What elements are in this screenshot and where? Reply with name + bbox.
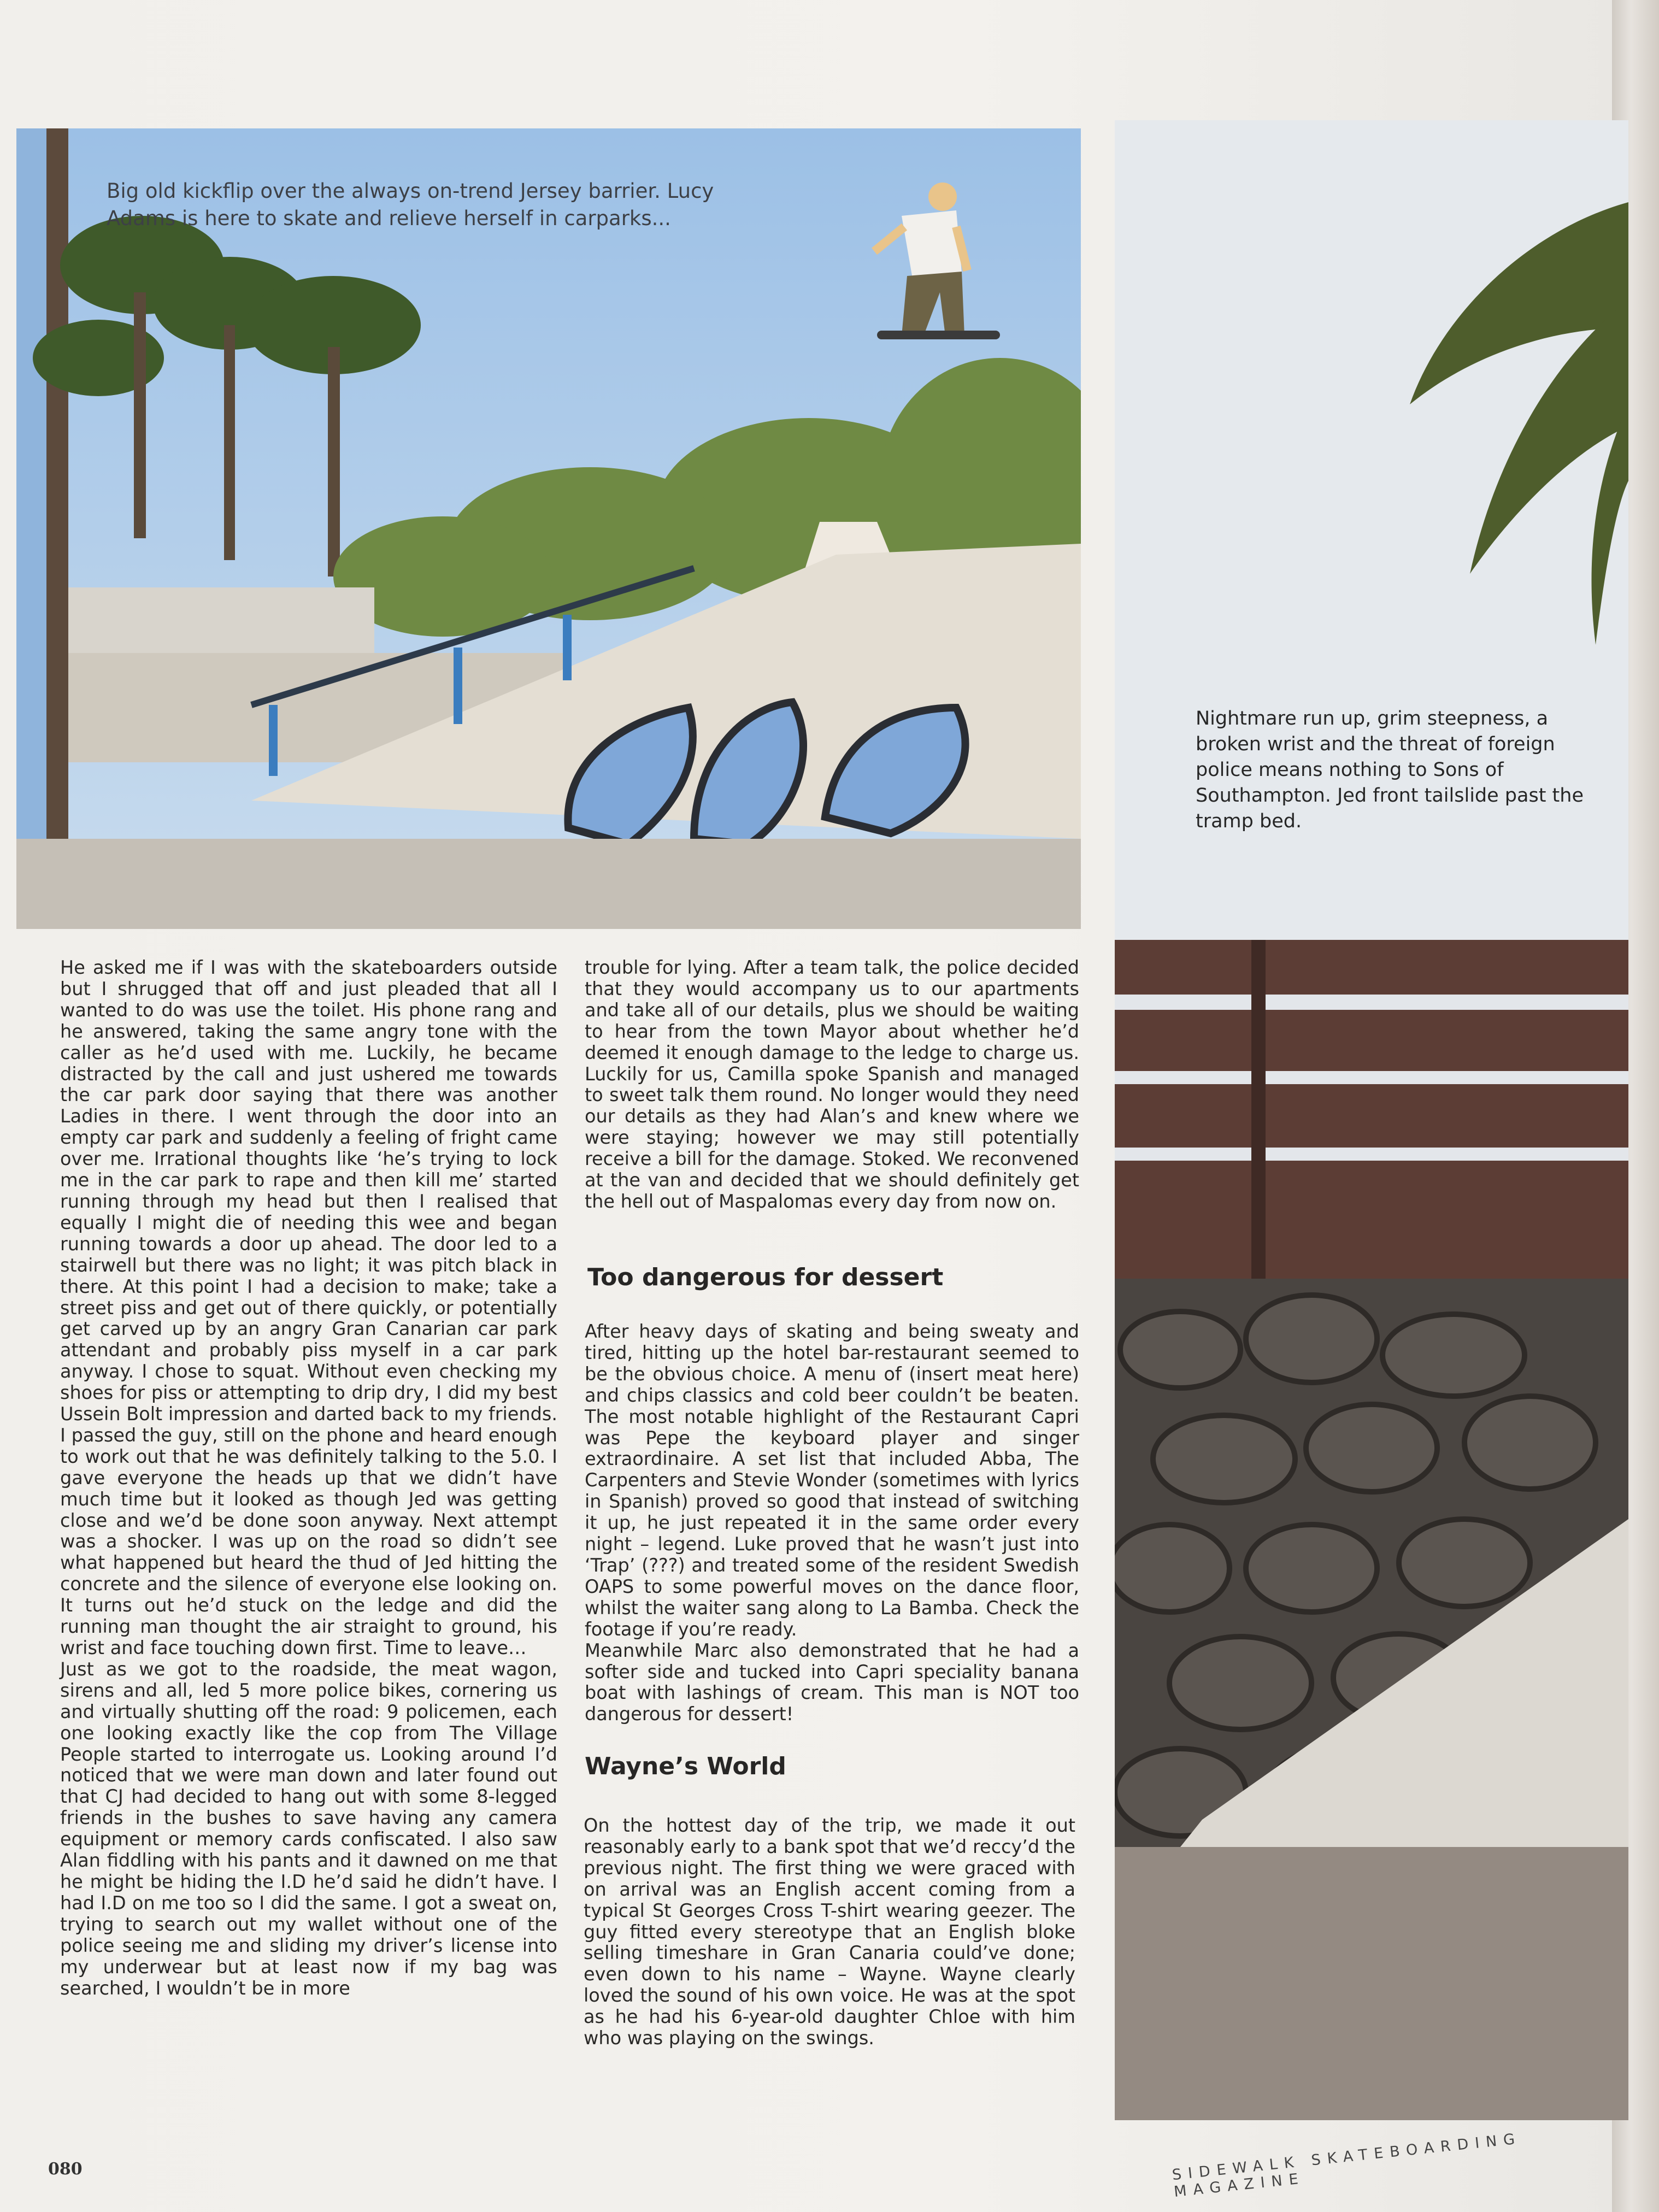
paragraph: After heavy days of skating and being sweaty and tired, hitting up the hotel bar-restaurant seemed to be the obvious choice. A menu of (insert meat here) and chips classics and cold beer couldn’t be beaten. The most notable highlight of the Restaurant Capri was Pepe the keyboard player and singer extraordinaire. A set list that included Abba, The Carpenters and Stevie Wonder (sometimes with lyrics in Spanish) proved so good that instead of switching it up, he just repeated it in the same order every night – legend. Luke proved that he wasn’t just into ‘Trap’ (???) and treated some of the resident Swedish OAPS to some powerful moves on the dance floor, whilst the waiter sang along to La Bamba. Check the footage if you’re ready.	[585, 1321, 1079, 1640]
hero-photo	[16, 128, 1081, 929]
article-column-2	[585, 957, 1079, 1213]
hero-photo-caption: Big old kickflip over the always on-trend Jersey barrier. Lucy Adams is here to skate and relieve herself in carparks...	[107, 179, 714, 230]
section-heading-wayne: Wayne’s World	[585, 1752, 786, 1780]
article-column-1	[60, 957, 557, 1999]
section-heading-dessert: Too dangerous for dessert	[587, 1263, 944, 1291]
side-photo	[1115, 120, 1628, 2120]
paragraph: On the hottest day of the trip, we made it out reasonably early to a bank spot that we’d reccy’d the previous night. The first thing we were graced with on arrival was an English accent coming from a typical St Georges Cross T-shirt wearing geezer. The guy fitted every stereotype that an English bloke selling timeshare in Gran Canaria could’ve done; even down to his name – Wayne. Wayne clearly loved the sound of his own voice. He was at the spot as he had his 6-year-old daughter Chloe with him who was playing on the swings.	[584, 1815, 1075, 2049]
page-number: 080	[48, 2160, 83, 2179]
paragraph: Just as we got to the roadside, the meat wagon, sirens and all, led 5 more police bikes, cornering us and virtually shutting off the road: 9 policemen, each one looking exactly like the cop from The Village People started to interrogate us. Looking around I’d noticed that we were man down and later found out that CJ had decided to hang out with some 8-legged friends in the bushes to save having any camera equipment or memory cards confiscated. I also saw Alan fiddling with his pants and it dawned on me that he might be hiding the I.D he’d said he didn’t have. I had I.D on me too so I did the same. I got a sweat on, trying to search out my wallet without one of the police seeing me and sliding my driver’s license into my underwear but at least now if my bag was searched, I wouldn’t be in more	[60, 1658, 557, 1999]
running-footer: SIDEWALK SKATEBOARDING MAGAZINE	[1171, 2130, 1522, 2201]
article-column-3	[584, 1815, 1075, 2049]
side-photo-caption: Nightmare run up, grim steepness, a broken wrist and the threat of foreign police means nothing to Sons of Southampton. Jed front tailslide past the tramp bed.	[1196, 708, 1584, 832]
paragraph: He asked me if I was with the skateboarders outside but I shrugged that off and just pleaded that all I wanted to do was use the toilet. His phone rang and he answered, taking the same angry tone with the caller as he’d used with me. Luckily, he became distracted by the call and just ushered me towards the car park door saying that there was another Ladies in there. I went through the door into an empty car park and suddenly a feeling of fright came over me. Irrational thoughts like ‘he’s trying to lock me in the car park to rape and then kill me’ started running through my head but then I realised that equally I might die of needing this wee and began running towards a door up ahead. The door led to a stairwell but there was no light; it was pitch black in there. At this point I had a decision to make; take a street piss and get out of there quickly, or potentially get carved up by an angry Gran Canarian car park attendant and probably piss myself in a car park anyway. I chose to squat. Without even checking my shoes for piss or attempting to drip dry, I did my best Ussein Bolt impression and darted back to my friends. I passed the guy, still on the phone and heard enough to work out that he was definitely talking to the 5.0. I gave everyone the heads up that we didn’t have much time but it looked as though Jed was getting close and we’d be done soon anyway. Next attempt was a shocker. I was up on the road so didn’t see what happened but heard the thud of Jed hitting the concrete and the silence of everyone else looking on. It turns out he’d stuck on the ledge and did the running man thought the air straight to ground, his wrist and face touching down first. Time to leave…	[60, 957, 557, 1658]
paragraph: Meanwhile Marc also demonstrated that he had a softer side and tucked into Capri speciality banana boat with lashings of cream. This man is NOT too dangerous for dessert!	[585, 1639, 1079, 1725]
article-column-2b	[585, 1321, 1079, 1725]
paragraph: trouble for lying. After a team talk, the police decided that they would accompany us to our apartments and take all of our details, plus we should be waiting to hear from the town Mayor about whether he’d deemed it enough damage to the ledge to charge us. Luckily for us, Camilla spoke Spanish and managed to sweet talk them round. No longer would they need our details as they had Alan’s and knew where we were staying; however we may still potentially receive a bill for the damage. Stoked. We reconvened at the van and decided that we should definitely get the hell out of Maspalomas every day from now on.	[585, 957, 1079, 1212]
